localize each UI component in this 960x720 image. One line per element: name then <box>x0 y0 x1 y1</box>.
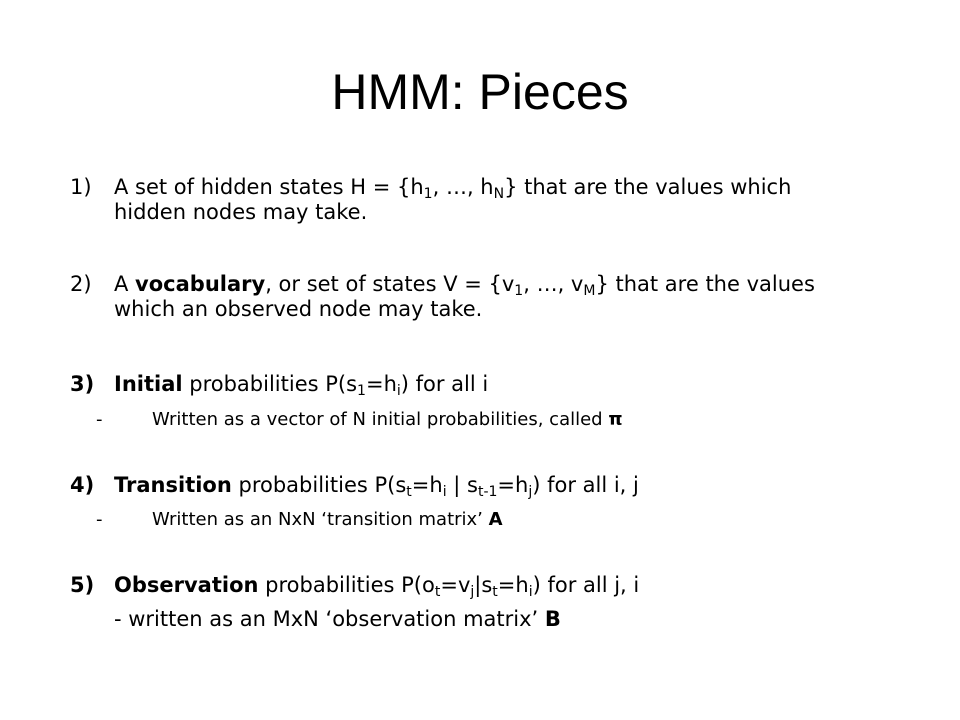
item-text: A vocabulary, or set of states $V = \{v_1$, …, $v_M$} that are the values which an observed node may take. <box>114 272 815 321</box>
list-subitem-4: - Written as an NxN ‘transition matrix’ A <box>96 509 503 530</box>
item-number: 4) <box>70 473 95 497</box>
term-vocabulary: vocabulary <box>135 272 266 296</box>
matrix-b-label: B <box>544 607 561 631</box>
item-text: Transition probabilities $P(s_t=h_i$ | $s_{t-1}=h_j$) for all i, j <box>114 473 639 500</box>
item-number: 2) <box>70 272 92 296</box>
item-text: Observation probabilities $P(o_t=v_j|s_t=h_i)$ for all j, i <box>114 573 640 600</box>
list-item-2 <box>70 272 890 322</box>
list-item-5 <box>70 573 890 598</box>
item-number: 1) <box>70 175 92 199</box>
term-initial: Initial <box>114 372 183 396</box>
list-item-4 <box>70 473 890 498</box>
pi-symbol: π <box>608 409 623 430</box>
list-item-3 <box>70 372 890 397</box>
slide-title: HMM: Pieces <box>331 64 629 120</box>
matrix-a-label: A <box>488 509 503 530</box>
item-text: Initial probabilities $P(s_1=h_i)$ for all i <box>114 372 489 399</box>
item-number: 5) <box>70 573 95 597</box>
list-item-1 <box>70 175 890 225</box>
item-number: 3) <box>70 372 95 396</box>
list-subitem-5: - written as an MxN ‘observation matrix’ B <box>114 607 561 631</box>
list-subitem-3: - Written as a vector of N initial probabilities, called π <box>96 409 623 430</box>
term-observation: Observation <box>114 573 259 597</box>
term-transition: Transition <box>114 473 232 497</box>
item-text: A set of hidden states $H = \{h_1$, …, $h_N$} that are the values which hidden nodes may take. <box>114 175 792 224</box>
